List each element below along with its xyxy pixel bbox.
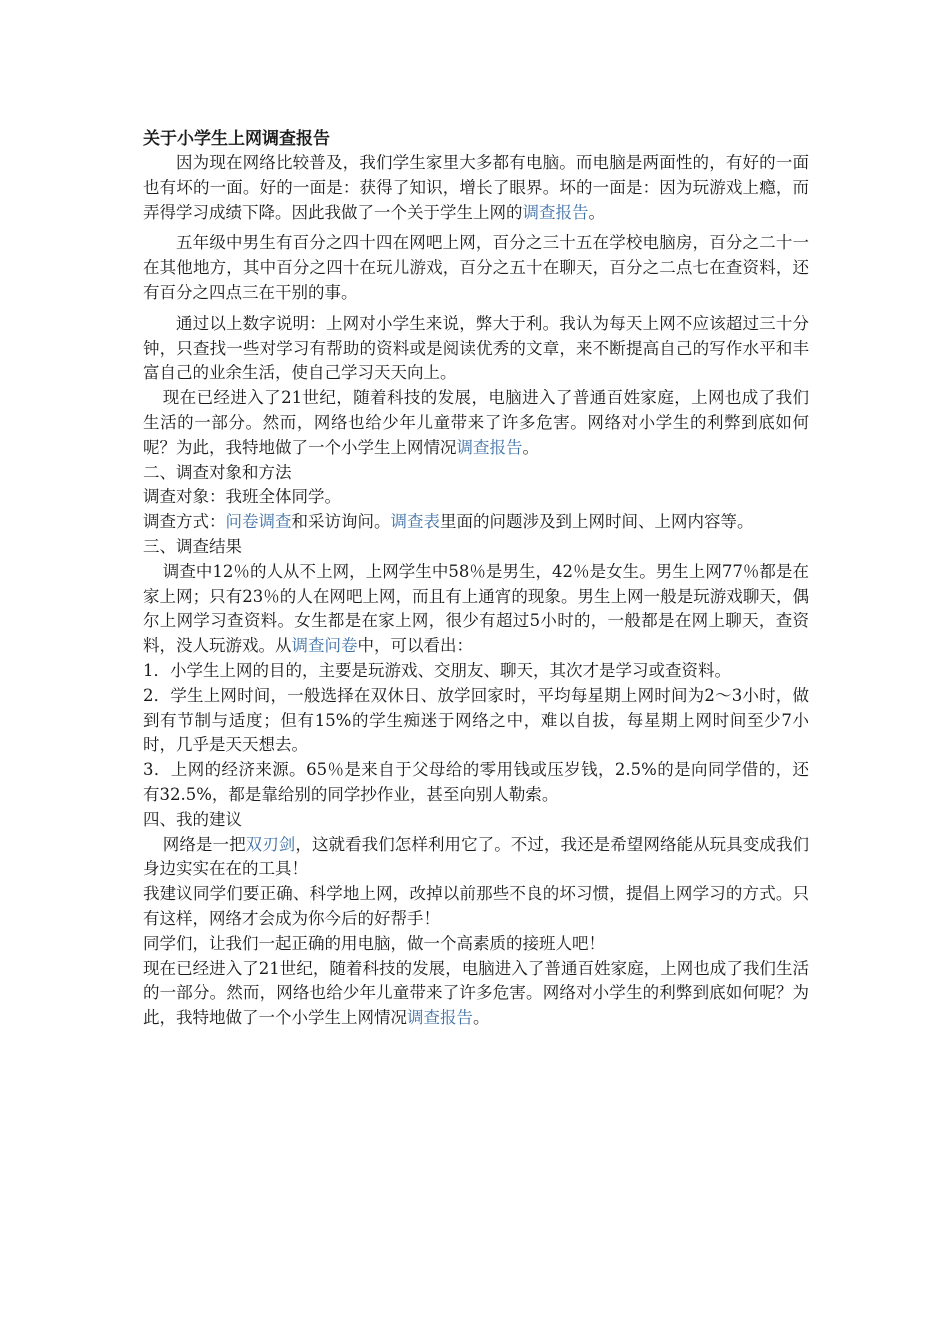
section-heading-suggestions: 四、我的建议 (143, 809, 242, 829)
survey-report-link[interactable]: 调查报告 (407, 1008, 473, 1028)
paragraph-survey-method (143, 510, 809, 535)
paragraph-background (143, 386, 809, 460)
paragraph-text: 调查中12％的人从不上网，上网学生中58％是男生，42％是女生。男生上网77％都是在家上网；只有23％的人在网吧上网，而且有上通宵的现象。男生上网一般是玩游戏聊天，偶尔上网学习查资料。女生都是在家上网，很少有超过5小时的，一般都是在网上聊天，查资料，没人玩游戏。从 (143, 561, 809, 656)
paragraph-survey-subject: 调查对象：我班全体同学。 (143, 487, 341, 507)
paragraph-intro (143, 151, 809, 225)
paragraph-text: 现在已经进入了21世纪，随着科技的发展，电脑进入了普通百姓家庭，上网也成了我们生活的一部分。然而，网络也给少年儿童带来了许多危害。网络对小学生的利弊到底如何呢？为此，我特地做了一个小学生上网情况 (143, 388, 809, 457)
section-heading-results: 三、调查结果 (143, 536, 242, 556)
paragraph-text: 调查方式： (143, 512, 226, 532)
survey-report-link[interactable]: 调查报告 (522, 202, 589, 222)
paragraph-tail: 。 (473, 1008, 490, 1028)
result-item-1: 1．小学生上网的目的，主要是玩游戏、交朋友、聊天，其次才是学习或查资料。 (143, 660, 731, 680)
paragraph-tail: 里面的问题涉及到上网时间、上网内容等。 (440, 512, 754, 532)
paragraph-tail: 中，可以看出： (357, 636, 473, 656)
paragraph-text: 现在已经进入了21世纪，随着科技的发展，电脑进入了普通百姓家庭，上网也成了我们生活的一部分。然而，网络也给少年儿童带来了许多危害。网络对小学生的利弊到底如何呢？为此，我特地做了一个小学生上网情况 (143, 958, 809, 1028)
paragraph-conclusion: 通过以上数字说明：上网对小学生来说，弊大于利。我认为每天上网不应该超过三十分钟，只查找一些对学习有帮助的资料或是阅读优秀的文章，来不断提高自己的写作水平和丰富自己的业余生活，使自己学习天天向上。 (143, 313, 809, 383)
document-body (143, 127, 809, 1031)
paragraph-suggestion-2: 我建议同学们要正确、科学地上网，改掉以前那些不良的坏习惯，提倡上网学习的方式。只有这样，网络才会成为你今后的好帮手！ (143, 884, 809, 928)
questionnaire-link[interactable]: 问卷调查 (225, 512, 292, 532)
double-edged-sword-link[interactable]: 双刃剑 (245, 834, 296, 854)
result-item-2: 2．学生上网时间，一般选择在双休日、放学回家时，平均每星期上网时间为2～3小时，做到有节制与适度；但有15%的学生痴迷于网络之中，难以自拔，每星期上网时间至少7小时，几乎是天天想去。 (143, 685, 809, 755)
paragraph-text: 因为现在网络比较普及，我们学生家里大多都有电脑。而电脑是两面性的，有好的一面也有坏的一面。好的一面是：获得了知识，增长了眼界。坏的一面是：因为玩游戏上瘾，而弄得学习成绩下降。因此我做了一个关于学生上网的 (143, 153, 809, 222)
survey-report-link[interactable]: 调查报告 (456, 437, 523, 457)
paragraph-suggestion-1 (143, 833, 809, 883)
paragraph-results (143, 560, 809, 659)
result-item-3: 3．上网的经济来源。65％是来自于父母给的零用钱或压岁钱，2.5%的是向同学借的，还有32.5%，都是靠给别的同学抄作业，甚至向别人勒索。 (143, 760, 809, 804)
paragraph-statistics: 五年级中男生有百分之四十四在网吧上网，百分之三十五在学校电脑房，百分之二十一在其他地方，其中百分之四十在玩儿游戏，百分之五十在聊天，百分之二点七在查资料，还有百分之四点三在干别的事。 (143, 233, 809, 302)
paragraph-closing (143, 957, 809, 1031)
paragraph-tail: 。 (588, 202, 605, 222)
document-title: 关于小学生上网调查报告 (143, 129, 330, 149)
section-heading-methods: 二、调查对象和方法 (143, 462, 292, 482)
paragraph-text: 和采访询问。 (291, 512, 391, 532)
paragraph-tail: ，这就看我们怎样利用它了。不过，我还是希望网络能从玩具变成我们身边实实在在的工具！ (143, 834, 810, 879)
paragraph-tail: 。 (522, 437, 539, 457)
survey-form-link[interactable]: 调查表 (390, 512, 440, 532)
paragraph-text: 网络是一把 (162, 834, 246, 854)
paragraph-suggestion-3: 同学们，让我们一起正确的用电脑，做一个高素质的接班人吧！ (143, 933, 605, 953)
survey-questionnaire-link[interactable]: 调查问卷 (291, 636, 358, 656)
